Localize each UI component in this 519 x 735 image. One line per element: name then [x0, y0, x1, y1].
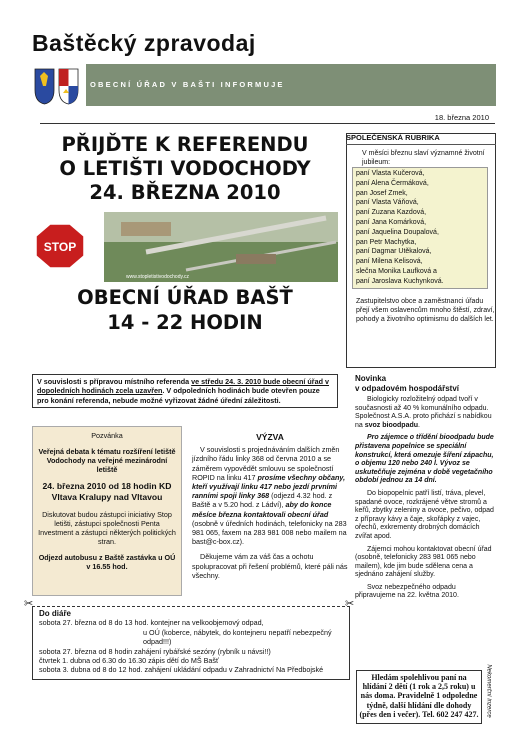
invite-label: Pozvánka — [91, 431, 123, 440]
scissors-icon-right: ✂ — [345, 598, 355, 610]
classified-ad: Hledám spolehlivou paní na hlídání 2 dětí (1 rok a 2,5 roku) u nás doma. Pravidelně 1 odpoledne týdně, další hlídání dle dohody (přes den i večer). Tel. 602 247 427. — [356, 670, 482, 724]
header-banner — [86, 64, 496, 106]
airport-aerial-photo — [26, 212, 338, 282]
jubilee-name: paní Vlasta Kučerová, — [356, 170, 425, 177]
classified-side-label — [484, 666, 500, 728]
jubilee-names-list — [352, 167, 488, 289]
call-heading: VÝZVA — [256, 432, 284, 442]
headline-line-2: O LETIŠTI VODOCHODY — [59, 157, 311, 180]
office-closed-notice — [32, 374, 338, 408]
jubilee-name: paní Jaroslava Kuchynková. — [356, 277, 444, 285]
news-paragraph-5: Svoz nebezpečného odpadu připravujeme na 22. května 2010. — [355, 583, 459, 600]
stop-url-text: www.stopletistivodochody.cz — [126, 274, 189, 280]
jubilee-name: pan Petr Machytka, — [356, 238, 417, 246]
stop-sign-text: STOP — [43, 240, 77, 254]
masthead: Baštěcký zpravodaj — [32, 30, 256, 56]
invite-topic: Veřejná debata k tématu rozšíření letiště Vodochody na veřejné mezinárodní letiště — [38, 447, 176, 474]
jubilee-name: slečna Monika Laufková a — [356, 267, 437, 275]
calendar-heading: Do diáře — [39, 609, 72, 618]
call-to-citizens — [192, 433, 348, 586]
news-paragraph-3: Do biopopelnic patří listí, tráva, plevel, spadané ovoce, rozkrájené větve stromů a keřů, zbytky zeleniny a ovoce, pečivo, odpad z přípravy kávy a čaje, skořápky z vajec, ořechů, exkrementy drobných domácích zvířat apod. — [355, 489, 494, 540]
office-hours-headline — [40, 285, 330, 335]
social-heading: SPOLEČENSKÁ RUBRIKA — [346, 133, 496, 145]
social-column — [346, 133, 496, 324]
coat-of-arms-icon — [32, 66, 82, 106]
scissors-icon: ✂ — [24, 598, 34, 610]
side-label-text: Nekomerční inzerce — [485, 664, 492, 718]
jubilee-name: paní Vlasta Váňová, — [356, 199, 419, 207]
calendar-box — [32, 606, 350, 680]
calendar-row: sobota 27. března od 8 do 13 hod. kontejner na velkoobjemový odpad, — [39, 618, 264, 628]
notice-part-1: V souvislosti s přípravou místního referenda — [37, 377, 192, 386]
notice-part-2: ve středu 24. 3. 2010 bude obecní úřad v dopoledních hodinách zcela uzavřen — [37, 377, 329, 396]
social-outro: Zastupitelstvo obce a zaměstnanci úřadu přejí všem oslavencům mnoho štěstí, zdraví, pohody a životního optimismu do dalších let. — [356, 297, 495, 323]
jubilee-name: paní Jana Komárková, — [356, 218, 427, 226]
calendar-row: u OÚ (koberce, nábytek, do kontejneru nepatří nebezpečný odpad!!!) — [143, 627, 332, 647]
calendar-row: čtvrtek 1. dubna od 6.30 do 16.30 zápis dětí do MŠ Bašť — [39, 656, 219, 666]
headline-line-3: 24. BŘEZNA 2010 — [89, 181, 281, 204]
news-paragraph-2: Pro zájemce o třídění bioodpadu bude přistavena popelnice se speciální konstrukcí, která omezuje šíření zápachu, o objemu 120 nebo 240 l. Vývoz se uskutečňuje zejména v době vegetačního období jednou za 14 dní. — [355, 434, 494, 485]
news-paragraph-4: Zájemci mohou kontaktovat obecní úřad (osobně, telefonicky 283 981 065 nebo mailem), kde jim bude sdělena cena a sjednáno zahájení služby. — [355, 545, 492, 579]
jubilee-name: paní Milena Kelisová, — [356, 258, 423, 266]
invitation-box — [32, 426, 182, 596]
office-line-1: OBECNÍ ÚŘAD BAŠŤ — [77, 286, 293, 309]
calendar-row: sobota 3. dubna od 8 do 12 hod. zahájení ukládání odpadu v Zahradnictví Na Předbojské — [39, 665, 324, 675]
invite-when-where: 24. března 2010 od 18 hodin KD Vltava Kralupy nad Vltavou — [42, 481, 172, 502]
invite-bus: Odjezd autobusu z Baště zastávka u OÚ v 16.55 hod. — [38, 553, 176, 571]
referendum-headline — [40, 133, 330, 205]
notice-part-3: . V odpoledních hodinách bude otevřen pouze pro konání referenda, nebude možné vyřizovat žádné úřední záležitosti. — [37, 386, 320, 405]
news-paragraph-1: Biologicky rozložitelný odpad tvoří v současnosti až 40 % komunálního odpadu. Společnost A.S.A. proto přichází s nabídkou na svoz bioodpadu. — [355, 396, 492, 429]
jubilee-name: paní Jaquelina Doupalová, — [356, 228, 439, 236]
call-paragraph-2: Děkujeme vám za váš čas a ochotu spolupracovat při řešení problémů, které páli nás všechny. — [192, 552, 348, 580]
office-line-2: 14 - 22 HODIN — [107, 311, 263, 334]
stop-sign-icon — [36, 224, 84, 268]
call-paragraph-1: V souvislosti s projednáváním dalších změn jízdního řádu linky 368 od června 2010 a se záměrem vypovědět smlouvu se společností ROPID na linku 417 prosíme všechny občany, kteří využívají linku 417 nebo jezdí prvními ranními spoji linky 368 (odjezd 4.32 hod. z Baště a v 5.20 hod. z Ládví), aby do konce měsíce března kontaktovali obecní úřad (osobně v úředních hodinách, telefonicky na 283 981 065, faxem na 283 981 008 nebo mailem na bast@c-box.cz). — [192, 445, 347, 547]
jubilee-name: paní Dagmar Utěkalová, — [356, 248, 432, 256]
news-heading: Novinka — [355, 374, 387, 383]
jubilee-name: paní Zuzana Kazdová, — [356, 209, 427, 217]
news-subheading: v odpadovém hospodářství — [355, 384, 460, 393]
invite-speakers: Diskutovat budou zástupci iniciativy Stop letišti, zástupci společnosti Penta Investment a zástupci některých politických stran. — [38, 510, 176, 546]
headline-line-1: PŘIJĎTE K REFERENDU — [61, 133, 309, 156]
biowaste-news — [355, 374, 495, 605]
jubilee-name: pan Josef Zmek, — [356, 189, 408, 197]
calendar-row: sobota 27. března od 8 hodin zahájení rybářské sezóny (rybník u návsi!!) — [39, 646, 271, 656]
social-intro: V měsíci březnu slaví významné životní jubileum: — [362, 150, 485, 166]
jubilee-name: paní Alena Čermáková, — [356, 179, 429, 187]
banner-text: OBECNÍ ÚŘAD V BAŠTI INFORMUJE — [90, 80, 285, 89]
issue-date: 18. března 2010 — [434, 113, 489, 122]
date-line — [40, 113, 495, 124]
